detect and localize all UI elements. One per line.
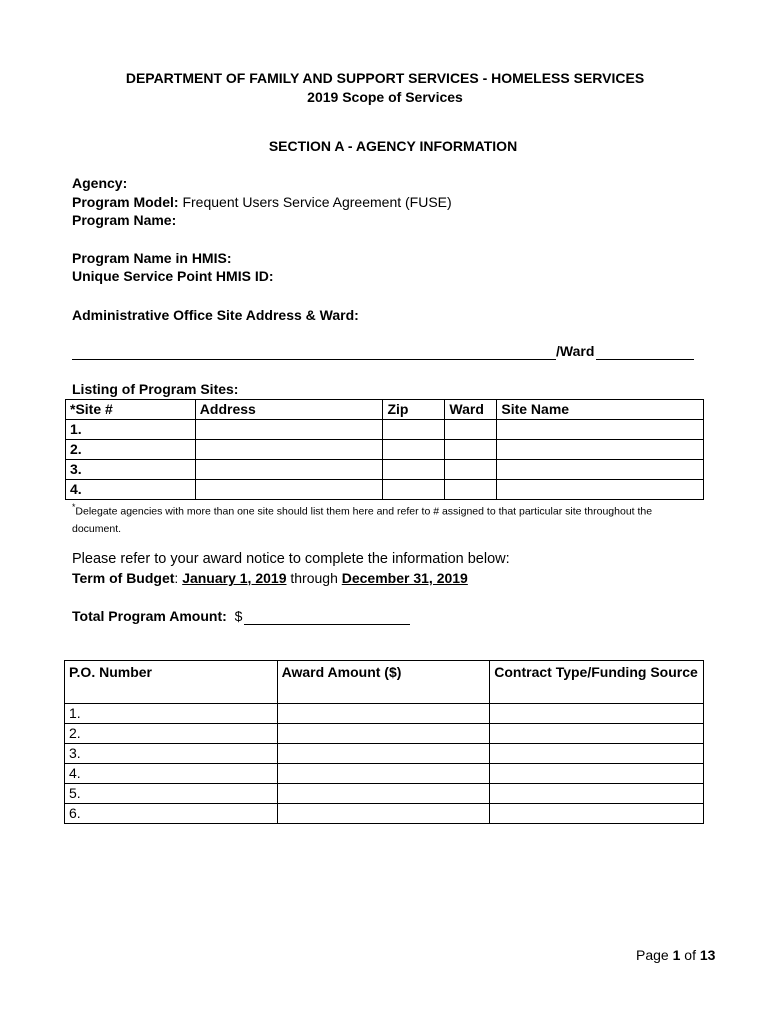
page-current: 1 — [672, 947, 681, 963]
po-number: 5. — [65, 784, 278, 804]
po-number: 4. — [65, 764, 278, 784]
site-number: 4. — [66, 480, 196, 500]
table-row — [65, 704, 704, 724]
zip-cell[interactable] — [383, 420, 445, 440]
term-end: December 31, 2019 — [341, 570, 468, 586]
col-po-number: P.O. Number — [65, 661, 278, 704]
document-title: DEPARTMENT OF FAMILY AND SUPPORT SERVICES - HOMELESS SERVICES — [125, 70, 645, 86]
ward-cell[interactable] — [445, 420, 497, 440]
sites-header-row — [66, 400, 704, 420]
site-name-cell[interactable] — [497, 420, 704, 440]
col-award-amount: Award Amount ($) — [277, 661, 490, 704]
page-word: Page — [636, 947, 673, 963]
po-header-row — [65, 661, 704, 704]
contract-type-cell[interactable] — [490, 784, 704, 804]
col-site-number: *Site # — [66, 400, 196, 420]
footnote-mark: * — [72, 502, 76, 512]
program-name-hmis-label: Program Name in HMIS: — [72, 250, 232, 266]
address-cell[interactable] — [195, 420, 383, 440]
refer-text: Please refer to your award notice to complete the information below: — [72, 551, 510, 567]
ward-cell[interactable] — [445, 480, 497, 500]
total-program-amount — [72, 608, 242, 624]
address-cell[interactable] — [195, 460, 383, 480]
sites-heading: Listing of Program Sites: — [72, 381, 239, 397]
contract-type-cell[interactable] — [490, 744, 704, 764]
sites-table — [65, 399, 704, 500]
contract-type-cell[interactable] — [490, 704, 704, 724]
site-number: 3. — [66, 460, 196, 480]
address-input-line[interactable] — [72, 343, 556, 360]
dollar-sign: $ — [234, 608, 243, 624]
of-word: of — [680, 947, 700, 963]
ward-label: /Ward — [556, 343, 595, 359]
col-contract-type: Contract Type/Funding Source — [490, 661, 704, 704]
document-subtitle: 2019 Scope of Services — [307, 89, 463, 105]
ward-input-line[interactable] — [596, 343, 694, 360]
table-row — [66, 480, 704, 500]
contract-type-cell[interactable] — [490, 764, 704, 784]
address-cell[interactable] — [195, 440, 383, 460]
term-through: through — [286, 570, 342, 586]
admin-address-label: Administrative Office Site Address & Ward: — [72, 307, 359, 323]
total-label: Total Program Amount: — [72, 608, 227, 624]
award-amount-cell[interactable] — [277, 704, 490, 724]
table-row — [66, 440, 704, 460]
contract-type-cell[interactable] — [490, 724, 704, 744]
footnote-text: Delegate agencies with more than one site should list them here and refer to # assigned to that particular site throughout the document. — [72, 505, 653, 535]
zip-cell[interactable] — [383, 440, 445, 460]
table-row — [65, 764, 704, 784]
col-ward: Ward — [445, 400, 497, 420]
program-name-label: Program Name: — [72, 212, 177, 228]
table-row — [66, 460, 704, 480]
address-cell[interactable] — [195, 480, 383, 500]
table-row — [65, 724, 704, 744]
site-name-cell[interactable] — [497, 460, 704, 480]
po-number: 1. — [65, 704, 278, 724]
site-number: 2. — [66, 440, 196, 460]
site-name-cell[interactable] — [497, 480, 704, 500]
award-amount-cell[interactable] — [277, 764, 490, 784]
site-name-cell[interactable] — [497, 440, 704, 460]
table-row — [65, 744, 704, 764]
agency-label: Agency: — [72, 175, 128, 191]
table-row — [66, 420, 704, 440]
hmis-id-label: Unique Service Point HMIS ID: — [72, 268, 274, 284]
term-start: January 1, 2019 — [182, 570, 287, 586]
award-amount-cell[interactable] — [277, 744, 490, 764]
program-model — [72, 194, 452, 210]
po-number: 3. — [65, 744, 278, 764]
term-colon: : — [174, 570, 183, 586]
award-amount-cell[interactable] — [277, 784, 490, 804]
po-number: 2. — [65, 724, 278, 744]
table-row — [65, 804, 704, 824]
program-model-value: Frequent Users Service Agreement (FUSE) — [178, 194, 452, 210]
site-number: 1. — [66, 420, 196, 440]
po-number: 6. — [65, 804, 278, 824]
program-model-label: Program Model: — [72, 194, 179, 210]
section-title: SECTION A - AGENCY INFORMATION — [268, 138, 518, 154]
zip-cell[interactable] — [383, 480, 445, 500]
contract-type-cell[interactable] — [490, 804, 704, 824]
ward-cell[interactable] — [445, 440, 497, 460]
table-row — [65, 784, 704, 804]
page-total: 13 — [699, 947, 716, 963]
sites-footnote — [72, 499, 702, 538]
term-of-budget — [72, 570, 468, 586]
ward-cell[interactable] — [445, 460, 497, 480]
col-site-name: Site Name — [497, 400, 704, 420]
col-address: Address — [195, 400, 383, 420]
total-amount-input-line[interactable] — [244, 608, 410, 625]
zip-cell[interactable] — [383, 460, 445, 480]
award-amount-cell[interactable] — [277, 804, 490, 824]
term-label: Term of Budget — [72, 570, 175, 586]
col-zip: Zip — [383, 400, 445, 420]
award-amount-cell[interactable] — [277, 724, 490, 744]
page-number — [636, 947, 715, 963]
po-table — [64, 660, 704, 824]
